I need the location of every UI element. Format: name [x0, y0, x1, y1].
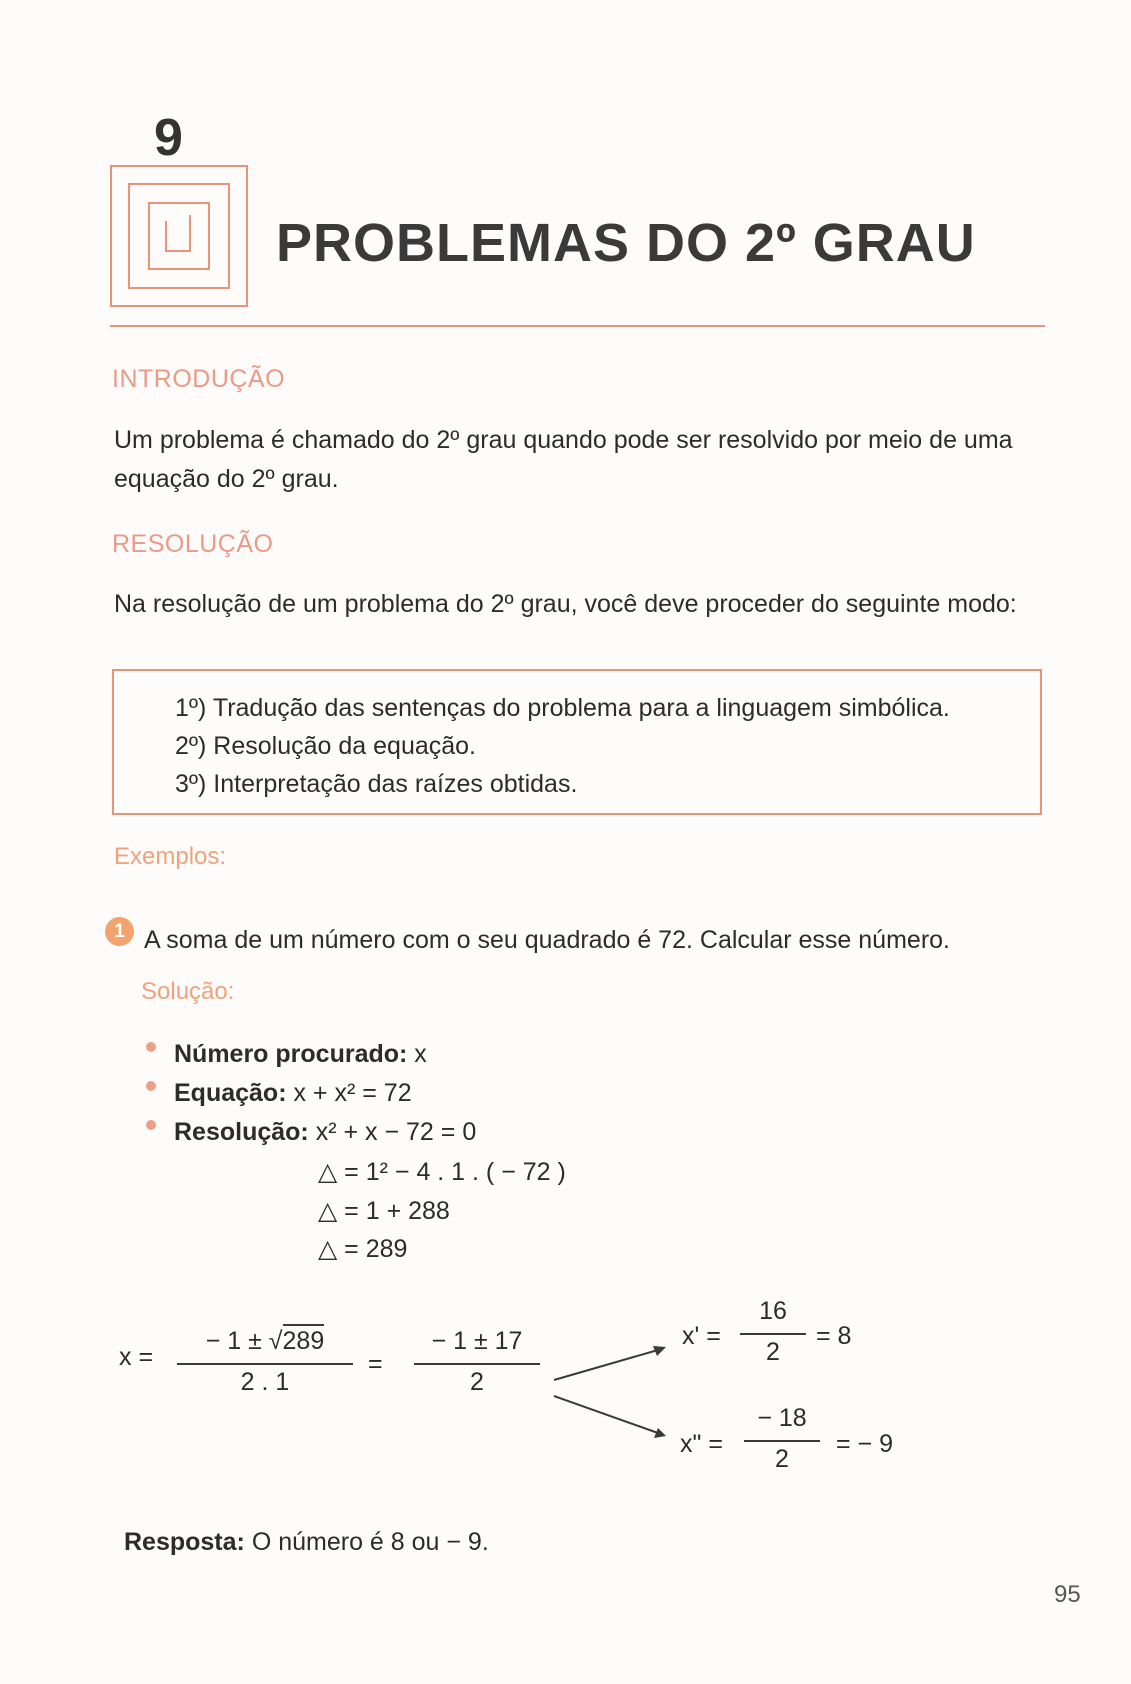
branch-arrows-icon	[550, 1340, 670, 1440]
bullet-icon	[146, 1081, 156, 1091]
sqrt-argument: 289	[283, 1324, 325, 1355]
chapter-logo-icon	[110, 165, 248, 307]
root-2-label: x" =	[680, 1430, 723, 1458]
sqrt-icon: √	[268, 1327, 283, 1355]
fraction-bar	[740, 1333, 806, 1335]
root-2-numerator: − 18	[757, 1404, 807, 1432]
fraction-1-numerator	[175, 1327, 355, 1356]
fraction-1-denominator: 2 . 1	[240, 1368, 290, 1396]
example-number-badge: 1	[105, 917, 134, 946]
intro-heading: INTRODUÇÃO	[112, 365, 286, 393]
answer-text: O número é 8 ou − 9.	[244, 1528, 489, 1556]
answer	[124, 1528, 489, 1557]
item-label: Equação:	[174, 1079, 287, 1107]
intro-line-2: equação do 2º grau.	[114, 465, 339, 493]
fraction-bar	[744, 1440, 820, 1442]
root-1-label: x' =	[682, 1322, 721, 1350]
root-2-result: = − 9	[836, 1430, 893, 1458]
chapter-title: PROBLEMAS DO 2º GRAU	[276, 213, 976, 273]
root-1-numerator: 16	[759, 1297, 787, 1325]
answer-label: Resposta:	[124, 1528, 245, 1556]
root-1-result: = 8	[816, 1322, 852, 1350]
chapter-number: 9	[154, 109, 183, 167]
fraction-2-denominator: 2	[470, 1368, 484, 1396]
bullet-icon	[146, 1042, 156, 1052]
problem-statement: A soma de um número com o seu quadrado é 72. Calcular esse número.	[144, 926, 950, 954]
equals-sign: =	[368, 1350, 383, 1378]
item-value: x	[407, 1040, 427, 1068]
solution-heading: Solução:	[141, 978, 235, 1005]
x-equals: x =	[119, 1343, 154, 1371]
resolution-text: Na resolução de um problema do 2º grau, você deve proceder do seguinte modo:	[114, 590, 1017, 618]
item-label: Resolução:	[174, 1118, 309, 1146]
resolution-heading: RESOLUÇÃO	[112, 530, 274, 558]
intro-text	[114, 421, 1013, 499]
numerator-prefix: − 1 ±	[205, 1327, 269, 1355]
fraction-2-numerator: − 1 ± 17	[431, 1327, 523, 1355]
step-3: 3º) Interpretação das raízes obtidas.	[175, 770, 578, 798]
fraction-bar	[177, 1363, 353, 1365]
solution-item-resolution	[174, 1118, 476, 1147]
delta-line-3: △ = 289	[318, 1235, 408, 1263]
fraction-bar	[414, 1363, 540, 1365]
solution-item-unknown	[174, 1040, 427, 1069]
bullet-icon	[146, 1120, 156, 1130]
solution-item-equation	[174, 1079, 412, 1108]
intro-line-1: Um problema é chamado do 2º grau quando pode ser resolvido por meio de uma	[114, 426, 1013, 454]
step-1: 1º) Tradução das sentenças do problema para a linguagem simbólica.	[175, 694, 950, 722]
examples-heading: Exemplos:	[114, 843, 227, 870]
delta-line-1: △ = 1² − 4 . 1 . ( − 72 )	[318, 1158, 566, 1186]
root-1-denominator: 2	[766, 1338, 780, 1366]
item-label: Número procurado:	[174, 1040, 408, 1068]
item-value: x² + x − 72 = 0	[308, 1118, 477, 1146]
title-divider	[110, 325, 1045, 327]
root-2-denominator: 2	[775, 1445, 789, 1473]
step-2: 2º) Resolução da equação.	[175, 732, 477, 760]
item-value: x + x² = 72	[286, 1079, 412, 1107]
delta-line-2: △ = 1 + 288	[318, 1197, 450, 1225]
page-number: 95	[1054, 1581, 1081, 1608]
